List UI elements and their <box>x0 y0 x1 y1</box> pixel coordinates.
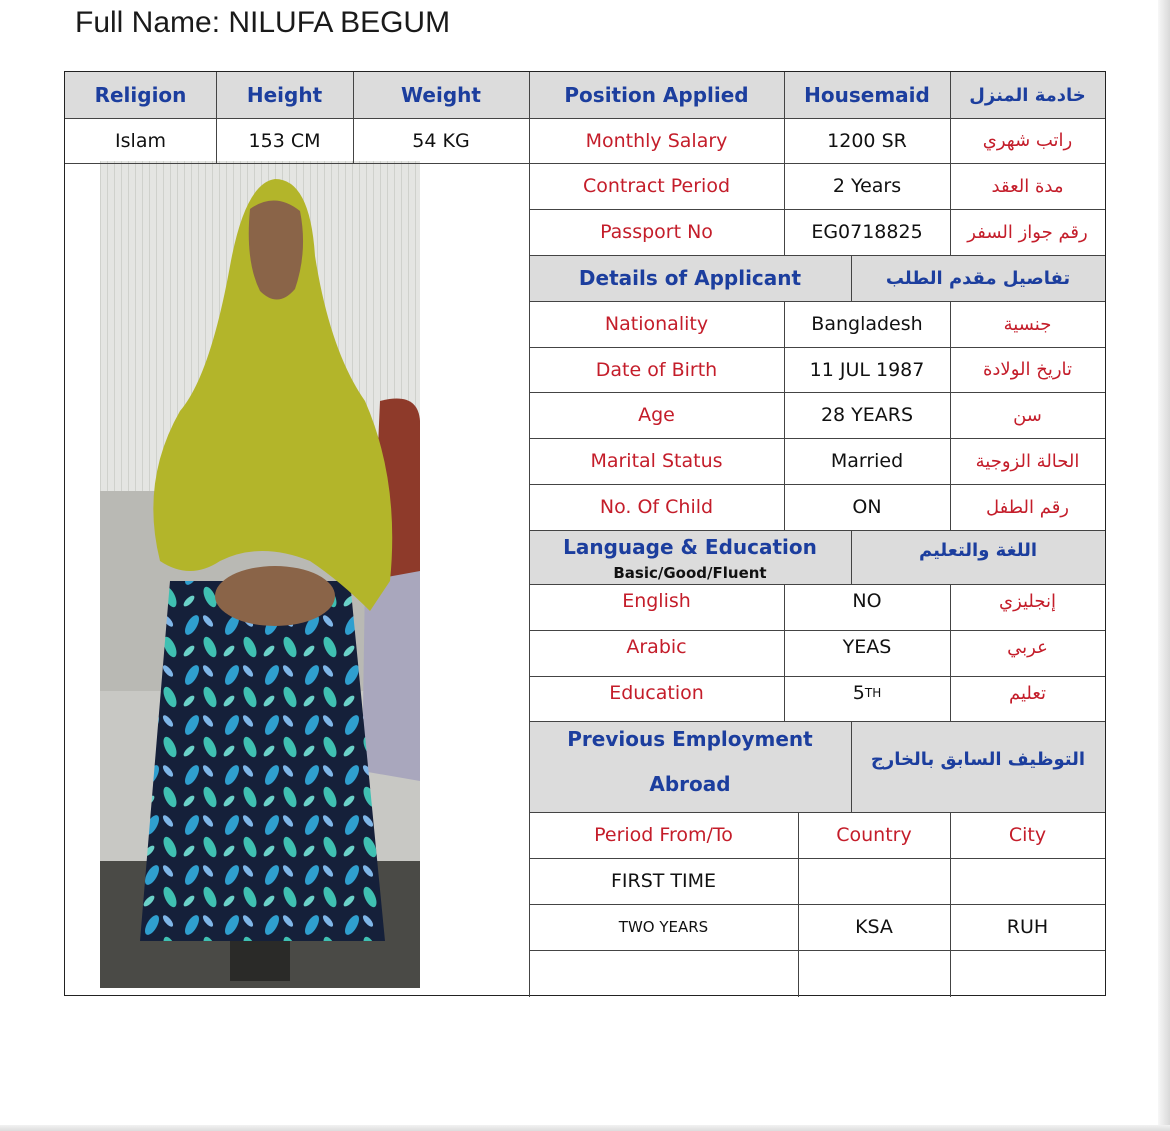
children-label: No. Of Child <box>599 496 714 518</box>
education-label: Education <box>609 682 704 704</box>
english-value: NO <box>852 590 882 612</box>
employment-period: FIRST TIME <box>610 870 717 892</box>
employment-header-arabic: التوظيف السابق بالخارج <box>870 749 1086 770</box>
nationality-value: Bangladesh <box>811 313 923 335</box>
dob-label: Date of Birth <box>595 358 718 381</box>
passport-value: EG0718825 <box>811 221 923 243</box>
height-value: 153 CM <box>248 129 321 152</box>
employment-period <box>529 950 798 996</box>
religion-value: Islam <box>115 129 166 152</box>
employment-header-line1: Previous Employment <box>567 727 813 751</box>
age-label: Age <box>638 404 675 426</box>
education-arabic: تعليم <box>1008 682 1047 704</box>
education-value <box>784 676 950 710</box>
weight-value: 54 KG <box>412 129 470 152</box>
full-name-title: Full Name: NILUFA BEGUM <box>75 6 451 39</box>
monthly-salary-label: Monthly Salary <box>585 129 728 152</box>
passport-arabic: رقم جواز السفر <box>967 221 1088 243</box>
arabic-arabic: عربي <box>1007 636 1048 658</box>
employment-header-line2: Abroad <box>649 772 731 796</box>
position-applied-header: Position Applied <box>564 83 749 107</box>
monthly-salary-arabic: راتب شهري <box>982 130 1073 151</box>
language-header-arabic: اللغة والتعليم <box>918 539 1038 561</box>
employment-country <box>798 950 950 996</box>
city-column-header: City <box>1008 824 1047 846</box>
arabic-value: YEAS <box>842 636 892 658</box>
applicant-form <box>64 71 1106 996</box>
page-shadow-bottom <box>0 1125 1170 1131</box>
monthly-salary-value: 1200 SR <box>827 129 907 152</box>
language-levels-note: Basic/Good/Fluent <box>613 564 767 582</box>
passport-label: Passport No <box>600 221 713 243</box>
marital-status-value: Married <box>830 450 904 472</box>
nationality-label: Nationality <box>604 313 709 335</box>
contract-period-label: Contract Period <box>582 175 731 197</box>
employment-period: TWO YEARS <box>618 918 709 936</box>
contract-period-arabic: مدة العقد <box>991 175 1064 197</box>
position-arabic: خادمة المنزل <box>969 84 1086 106</box>
contract-period-value: 2 Years <box>832 175 902 197</box>
age-arabic: سن <box>1013 404 1042 426</box>
marital-status-label: Marital Status <box>590 450 723 472</box>
applicant-photo-graphic <box>100 161 420 988</box>
marital-status-arabic: الحالة الزوجية <box>975 450 1080 472</box>
age-value: 28 YEARS <box>820 404 914 426</box>
period-column-header: Period From/To <box>594 824 733 846</box>
education-value-number: 5 <box>852 682 865 704</box>
language-header: Language & Education <box>563 535 817 559</box>
details-header-arabic: تفاصيل مقدم الطلب <box>885 267 1071 289</box>
english-label: English <box>622 590 691 612</box>
details-header: Details of Applicant <box>578 266 802 290</box>
education-value-suffix: TH <box>864 686 882 700</box>
children-arabic: رقم الطفل <box>986 496 1069 518</box>
religion-header: Religion <box>94 83 187 107</box>
weight-header: Weight <box>401 83 481 107</box>
employment-country <box>798 858 950 904</box>
nationality-arabic: جنسية <box>1003 313 1052 335</box>
dob-value: 11 JUL 1987 <box>809 358 925 381</box>
height-header: Height <box>246 83 323 107</box>
employment-city: RUH <box>1006 916 1049 938</box>
applicant-photo <box>100 161 420 988</box>
employment-city <box>950 858 1105 904</box>
employment-country: KSA <box>855 916 893 938</box>
children-value: ON <box>852 496 882 518</box>
employment-city <box>950 950 1105 996</box>
page-shadow-right <box>1158 0 1170 1131</box>
arabic-label: Arabic <box>626 636 687 658</box>
country-column-header: Country <box>836 824 912 846</box>
english-arabic: إنجليزي <box>998 590 1057 612</box>
position-value: Housemaid <box>804 83 930 107</box>
dob-arabic: تاريخ الولادة <box>982 359 1073 380</box>
